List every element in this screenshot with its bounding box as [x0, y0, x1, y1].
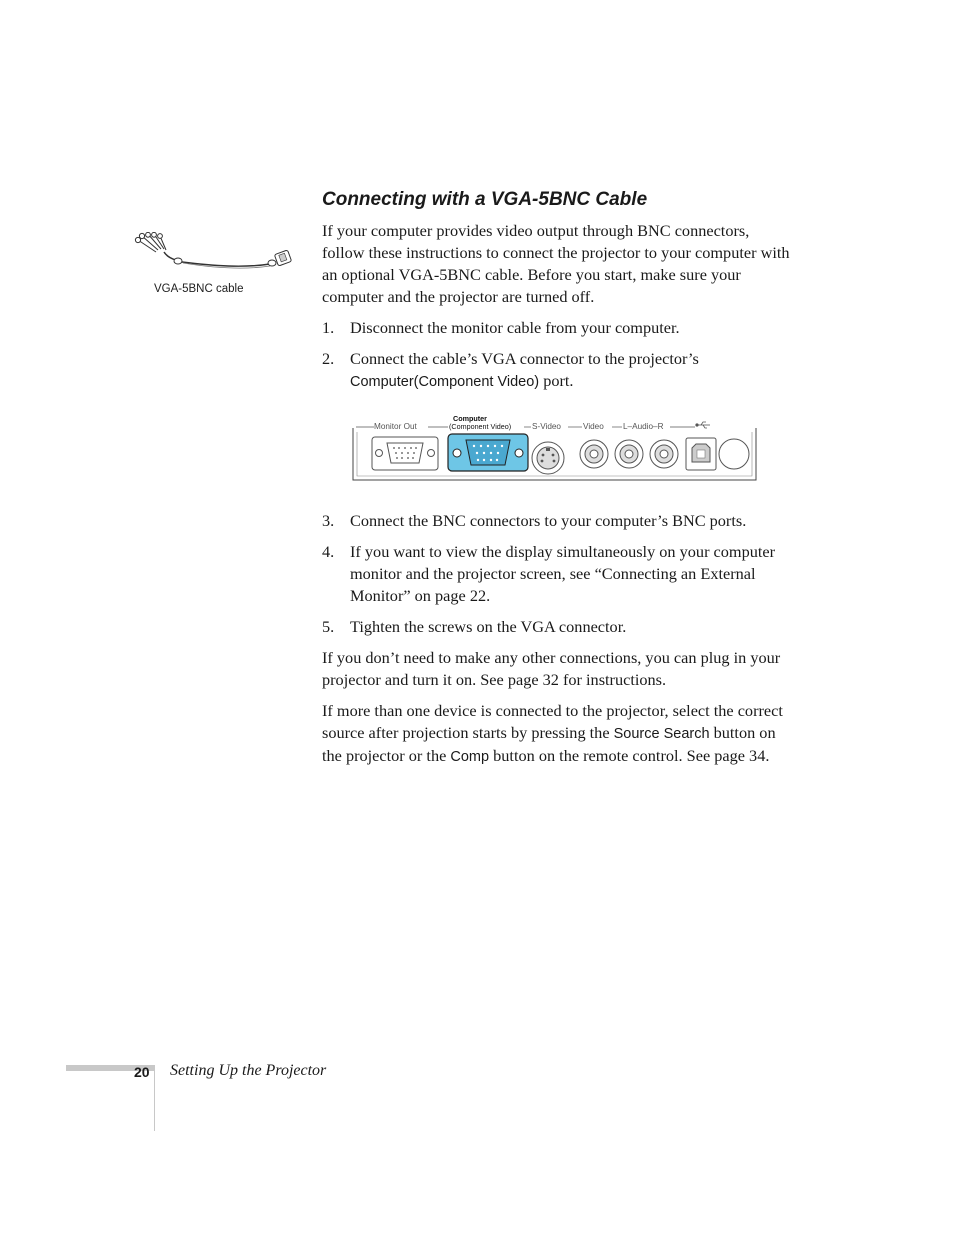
section-heading: Connecting with a VGA-5BNC Cable [322, 189, 648, 210]
usb-icon [696, 422, 710, 428]
comp-button-name: Comp [450, 749, 490, 765]
list-item: 2. Connect the cable’s VGA connector to the projector’s Computer(Component Video) port. [322, 349, 699, 390]
figure-caption: VGA-5BNC cable [154, 283, 244, 295]
connector-panel-figure [322, 402, 792, 502]
list-item: 3. Connect the BNC connectors to your computer’s BNC ports. [322, 511, 747, 530]
rca-jack-icon [580, 440, 678, 468]
page-number: 20 [134, 1064, 150, 1080]
monitor-out-port [372, 437, 438, 470]
connector-panel [350, 410, 758, 490]
source-search-button-name: Source Search [613, 726, 710, 742]
label-audio: L–Audio–R [623, 422, 664, 431]
list-item: 4. If you want to view the display simultaneously on your computer monitor and the projector screen, see “Connecting an External Monitor” on page 22. [322, 542, 776, 605]
list-item: 1. Disconnect the monitor cable from your computer. [322, 318, 680, 337]
plug-in-paragraph: If you don’t need to make any other connections, you can plug in your projector and turn it on. See page 32 for instructions. [322, 648, 781, 689]
step-list [322, 317, 792, 393]
step-list-continued [322, 510, 792, 638]
port-name: Computer(Component Video) [350, 374, 540, 390]
usb-port [686, 438, 716, 470]
label-video: Video [583, 422, 604, 431]
label-monitor-out: Monitor Out [374, 422, 417, 431]
label-computer: Computer [453, 414, 487, 423]
vga-5bnc-cable-illustration [134, 232, 296, 274]
running-title: Setting Up the Projector [170, 1062, 327, 1079]
sensor-circle [719, 439, 749, 469]
intro-paragraph: If your computer provides video output through BNC connectors, follow these instructions to connect the projector to your computer with an optional VGA-5BNC cable. Before you start, make sure your computer and the projector are turned off. [322, 221, 790, 306]
source-paragraph: If more than one device is connected to the projector, select the correct source after projection starts by pressing the Source Search button on the projector or the Comp button on the remote control. See page 34. [322, 701, 783, 765]
label-component-video: (Component Video) [449, 422, 512, 431]
label-s-video: S-Video [532, 422, 561, 431]
footer-rule [154, 1065, 155, 1131]
body-text [322, 220, 792, 777]
computer-component-video-port [448, 434, 528, 471]
list-item: 5. Tighten the screws on the VGA connector. [322, 617, 627, 636]
s-video-port-icon [532, 442, 564, 474]
